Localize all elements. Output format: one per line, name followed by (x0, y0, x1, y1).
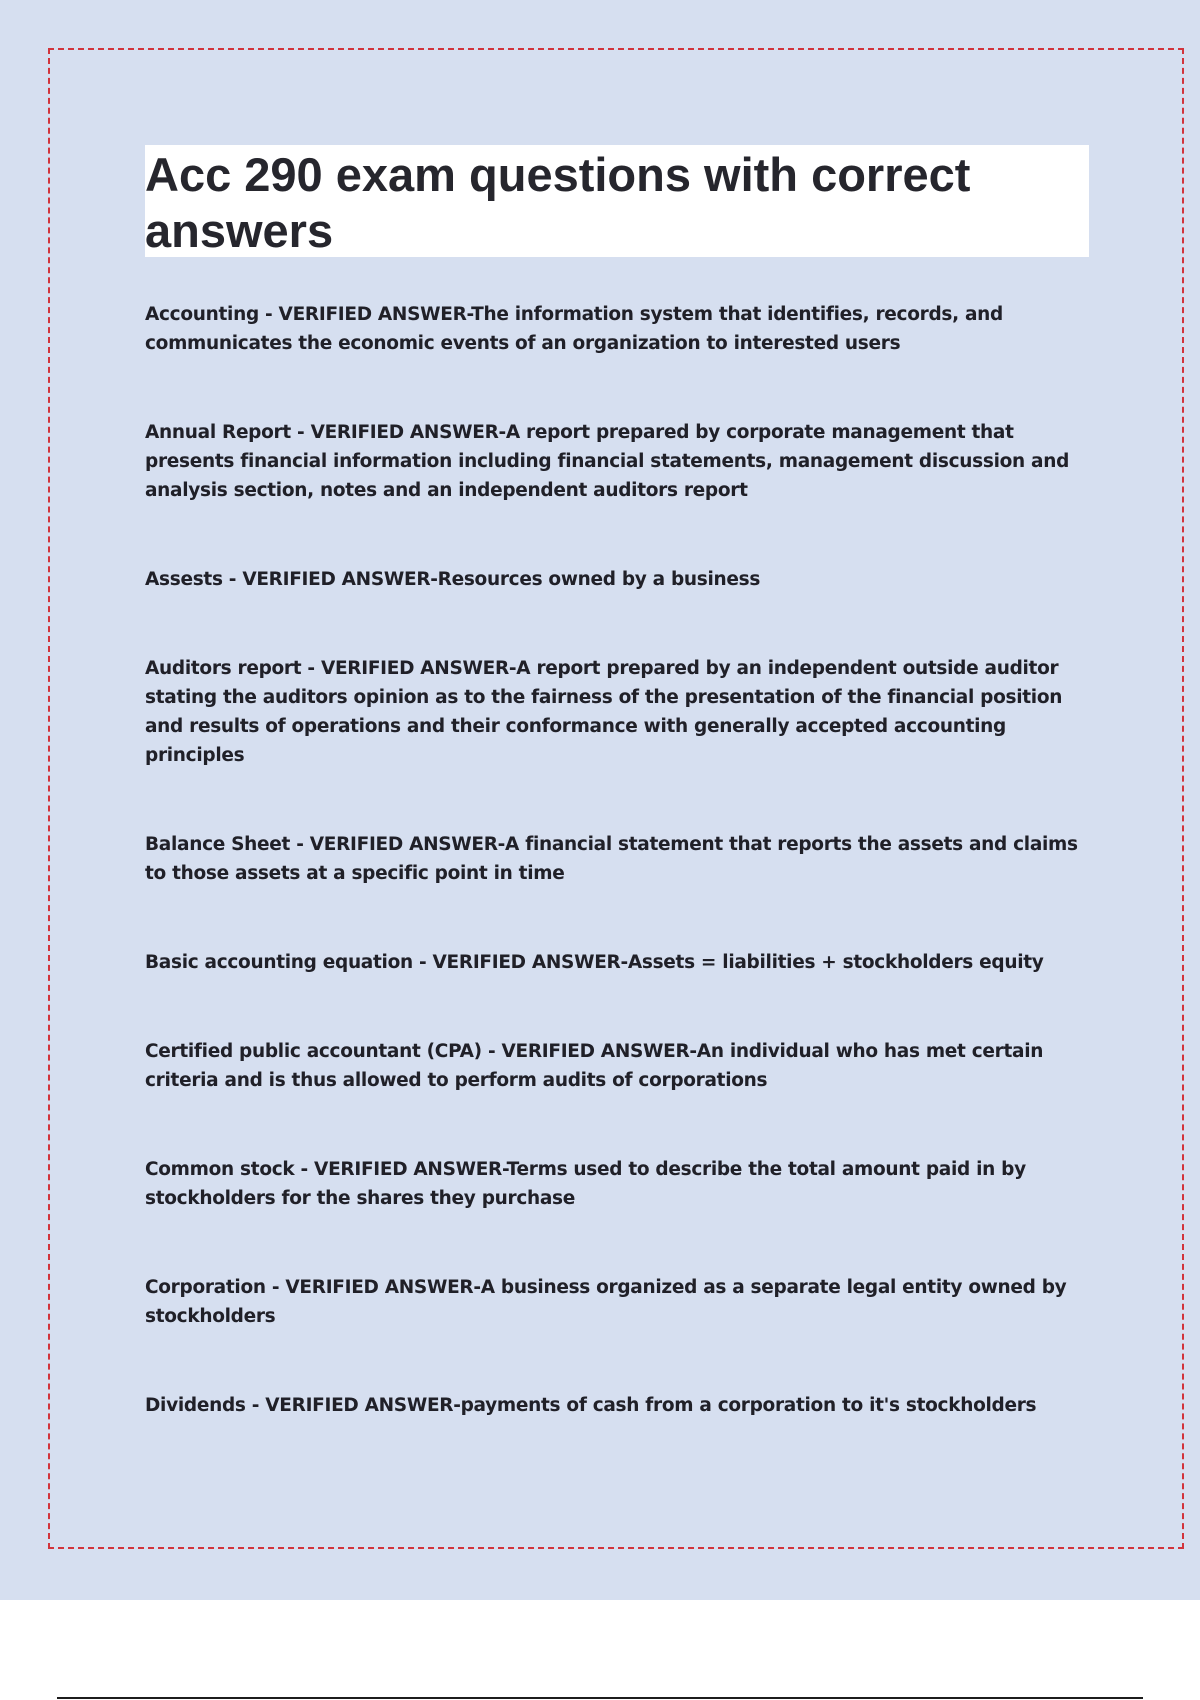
qa-list (145, 300, 1095, 1480)
qa-entry-accounting: Accounting - VERIFIED ANSWER-The information system that identifies, records, and communicates the economic events of an organization to interested users (145, 304, 1003, 354)
qa-entry-dividends: Dividends - VERIFIED ANSWER-payments of cash from a corporation to it's stockholders (145, 1395, 1037, 1416)
title-box (145, 145, 1089, 257)
qa-entry-assets: Assests - VERIFIED ANSWER-Resources owned by a business (145, 569, 761, 590)
qa-entry-basic-accounting-equation: Basic accounting equation - VERIFIED ANSWER-Assets = liabilities + stockholders equity (145, 952, 1044, 973)
footer-divider (57, 1697, 1143, 1699)
qa-entry-auditors-report: Auditors report - VERIFIED ANSWER-A report prepared by an independent outside auditor stating the auditors opinion as to the fairness of the presentation of the financial position and results of operations and their conformance with generally accepted accounting principles (145, 658, 1063, 766)
qa-entry-common-stock: Common stock - VERIFIED ANSWER-Terms used to describe the total amount paid in by stockholders for the shares they purchase (145, 1159, 1026, 1209)
qa-entry-annual-report: Annual Report - VERIFIED ANSWER-A report prepared by corporate management that presents financial information including financial statements, management discussion and analysis section, notes and an independent auditors report (145, 422, 1070, 501)
qa-entry-balance-sheet: Balance Sheet - VERIFIED ANSWER-A financial statement that reports the assets and claims to those assets at a specific point in time (145, 834, 1078, 884)
qa-entry-corporation: Corporation - VERIFIED ANSWER-A business organized as a separate legal entity owned by stockholders (145, 1277, 1067, 1327)
document-title: Acc 290 exam questions with correct answers (145, 148, 971, 257)
qa-entry-cpa: Certified public accountant (CPA) - VERIFIED ANSWER-An individual who has met certain criteria and is thus allowed to perform audits of corporations (145, 1041, 1044, 1091)
